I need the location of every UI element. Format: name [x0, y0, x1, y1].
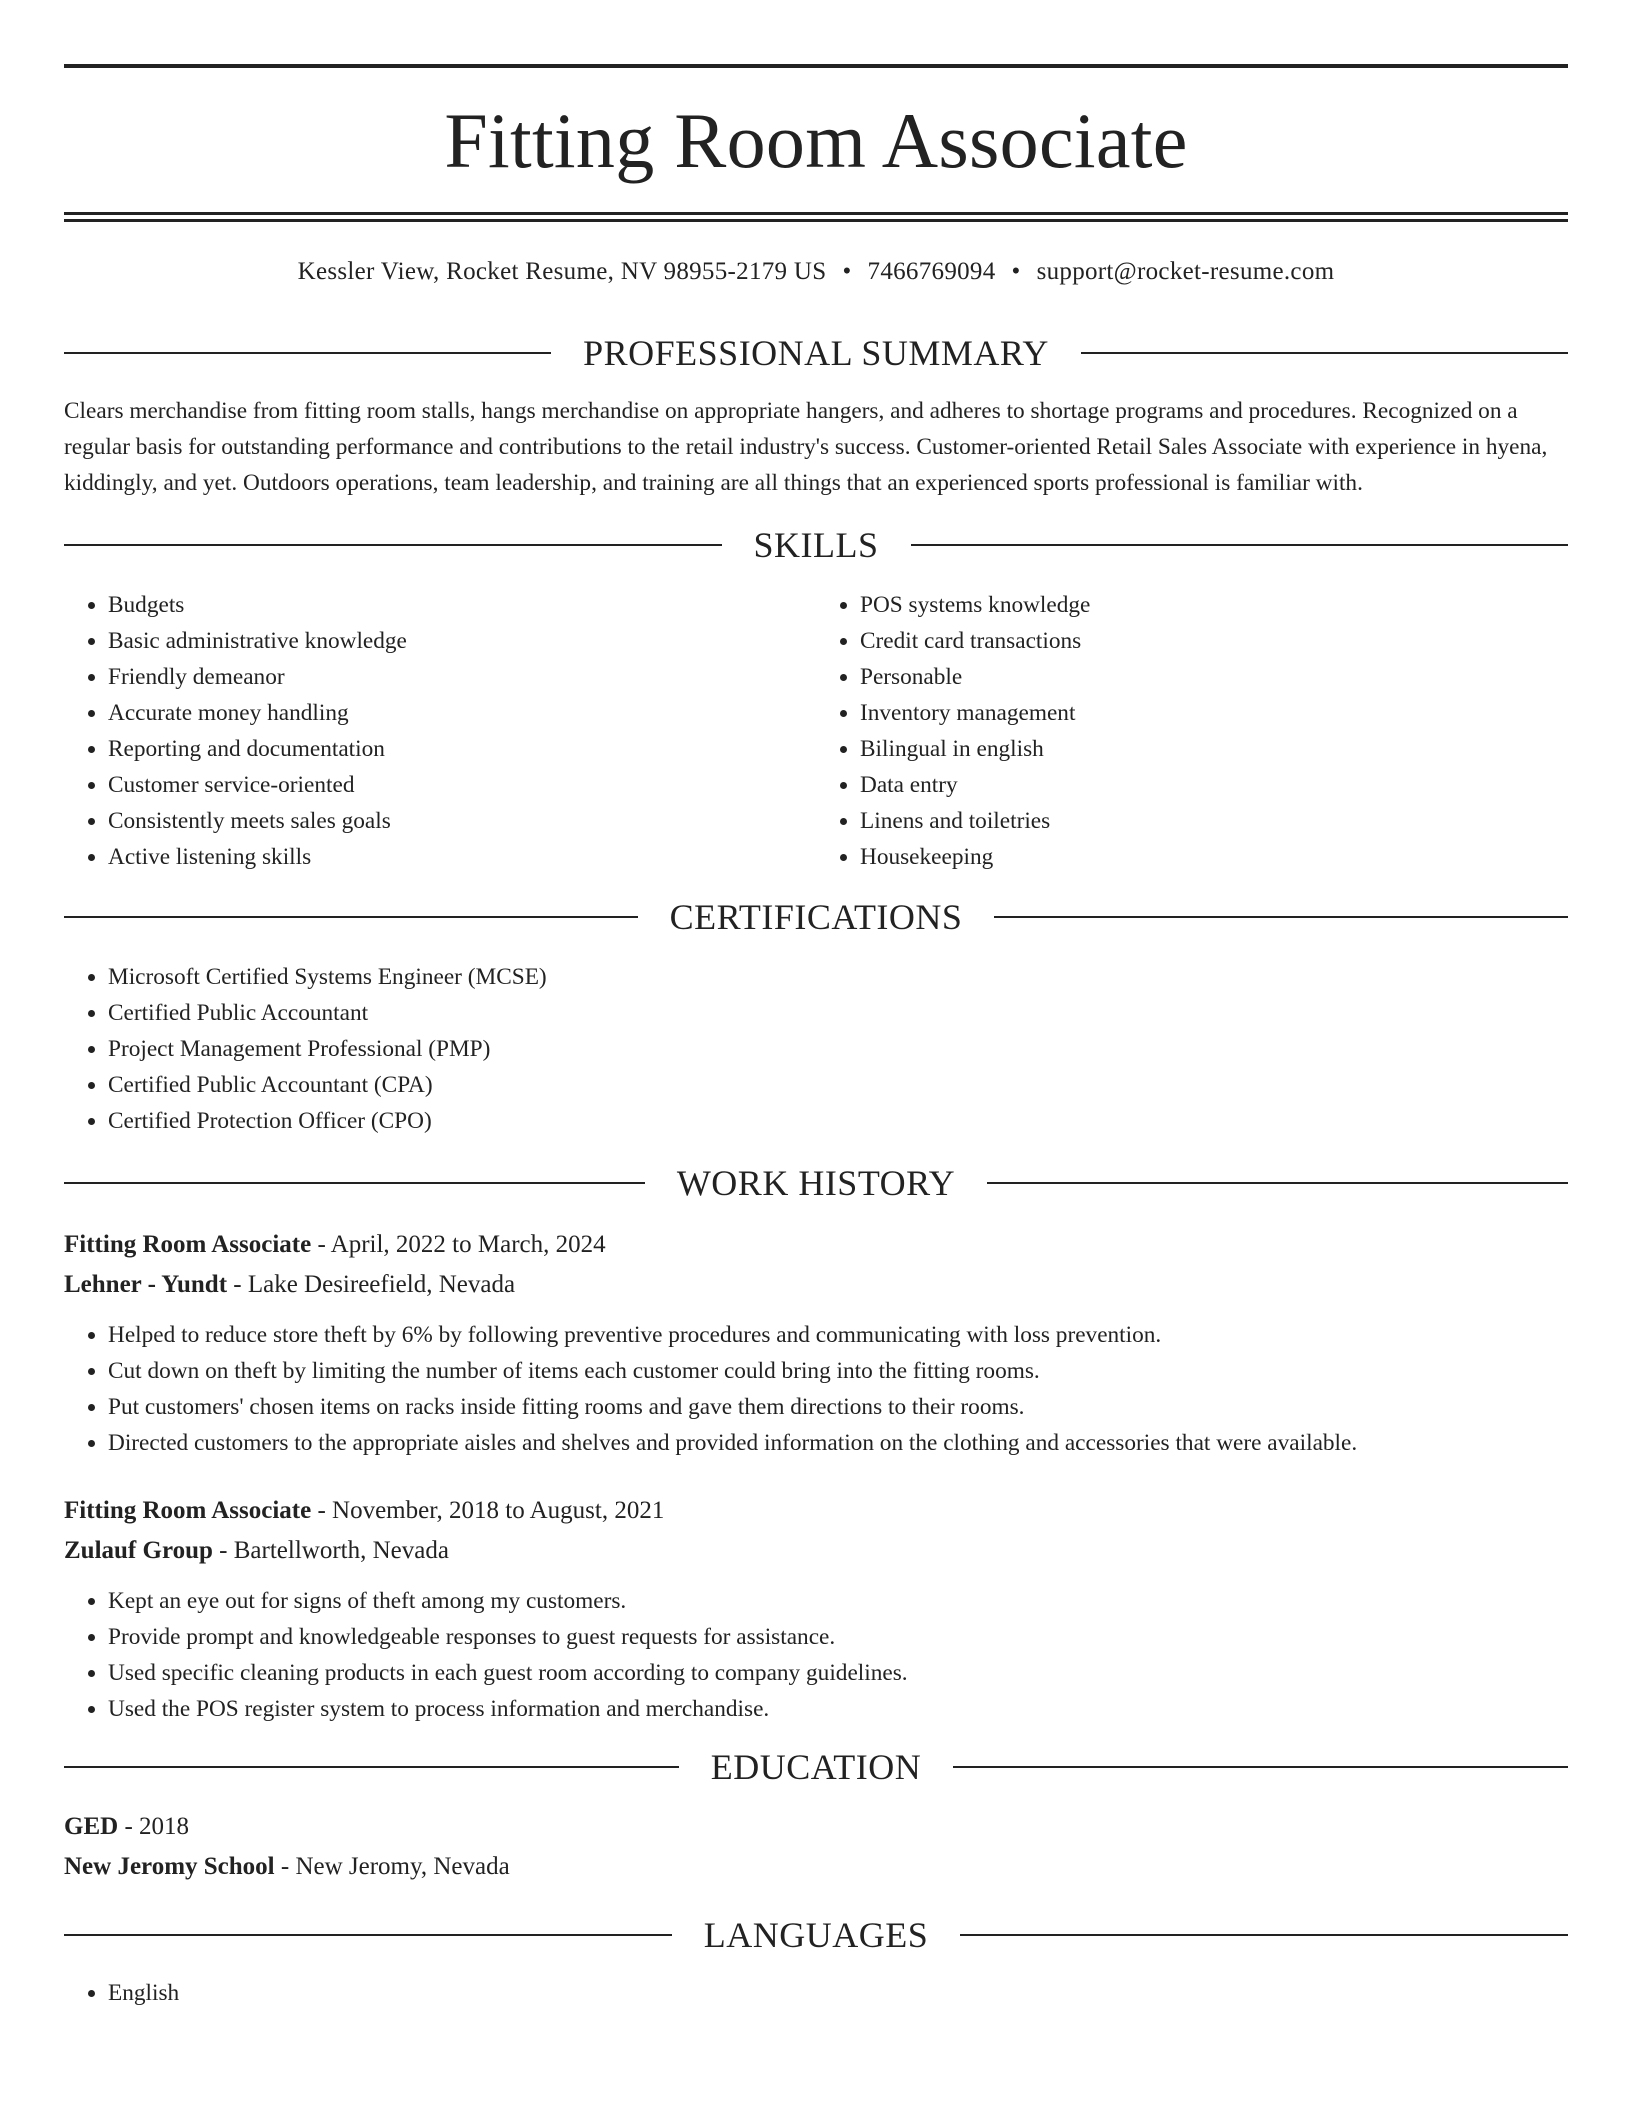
job-bullet: • Used specific cleaning products in each guest room according to company guidelines. — [108, 1655, 1568, 1691]
section-title-education: EDUCATION — [710, 1747, 922, 1787]
contact-line — [64, 257, 1568, 287]
skill-item: • Data entry — [860, 767, 1568, 803]
job-entry — [64, 1225, 1568, 1461]
contact-address: Kessler View, Rocket Resume, NV 98955-2179 US — [297, 258, 827, 285]
job-title: Fitting Room Associate — [64, 1497, 312, 1524]
section-title-work: WORK HISTORY — [676, 1163, 956, 1203]
skill-item: • Linens and toiletries — [860, 803, 1568, 839]
dash: - — [227, 1271, 248, 1298]
skill-item: • POS systems knowledge — [860, 587, 1568, 623]
section-rule — [64, 916, 638, 918]
section-rule — [64, 544, 722, 546]
section-rule — [911, 544, 1569, 546]
section-rule — [953, 1766, 1568, 1768]
skill-item: • Customer service-oriented — [108, 767, 816, 803]
title-double-rule — [64, 212, 1568, 222]
dash: - — [274, 1853, 296, 1880]
dash: - — [311, 1231, 331, 1258]
skill-item: • Personable — [860, 659, 1568, 695]
certifications-list — [64, 959, 1568, 1139]
job-location: Bartellworth, Nevada — [233, 1537, 449, 1564]
skill-item: • Budgets — [108, 587, 816, 623]
resume-title: Fitting Room Associate — [444, 97, 1188, 184]
job-dates: November, 2018 to August, 2021 — [332, 1497, 665, 1524]
skill-item: • Inventory management — [860, 695, 1568, 731]
certification-item: • Certified Protection Officer (CPO) — [108, 1103, 1568, 1139]
summary-text: Clears merchandise from fitting room stalls, hangs merchandise on appropriate hangers, and adheres to shortage programs and procedures. Recognized on a regular basis for outstanding performance and contributions to the retail industry's success. Customer-oriented Retail Sales Associate with experience in hyena, kiddingly, and yet. Outdoors operations, team leadership, and training are all things that an experienced sports professional is familiar with. — [64, 398, 1548, 496]
language-item: • English — [108, 1975, 1568, 2011]
section-rule — [64, 1766, 679, 1768]
section-rule — [64, 352, 551, 354]
job-bullet: • Helped to reduce store theft by 6% by following preventive procedures and communicating with loss prevention. — [108, 1317, 1568, 1353]
section-header-summary — [64, 335, 1568, 371]
skill-item: • Bilingual in english — [860, 731, 1568, 767]
job-company: Zulauf Group — [64, 1537, 213, 1564]
job-bullet: • Cut down on theft by limiting the number of items each customer could bring into the fitting rooms. — [108, 1353, 1568, 1389]
job-bullet: • Used the POS register system to process information and merchandise. — [108, 1691, 1568, 1727]
skill-item: • Active listening skills — [108, 839, 816, 875]
skill-item: • Accurate money handling — [108, 695, 816, 731]
section-rule — [64, 1182, 645, 1184]
dash: - — [212, 1537, 234, 1564]
contact-separator: • — [1011, 258, 1021, 285]
certification-item: • Microsoft Certified Systems Engineer (MCSE) — [108, 959, 1568, 995]
dash: - — [118, 1813, 140, 1840]
education-year: 2018 — [139, 1813, 190, 1840]
section-title-summary: PROFESSIONAL SUMMARY — [583, 333, 1049, 373]
top-rule — [64, 64, 1568, 68]
section-title-languages: LANGUAGES — [703, 1915, 929, 1955]
section-title-skills: SKILLS — [753, 525, 879, 565]
section-rule — [960, 1934, 1568, 1936]
job-title: Fitting Room Associate — [64, 1231, 312, 1258]
job-title-line — [64, 1225, 1568, 1265]
section-rule — [1081, 352, 1568, 354]
education-degree: GED — [64, 1813, 119, 1840]
job-bullet: • Put customers' chosen items on racks inside fitting rooms and gave them directions to their rooms. — [108, 1389, 1568, 1425]
skill-item: • Credit card transactions — [860, 623, 1568, 659]
job-bullets — [64, 1317, 1568, 1461]
skill-item: • Consistently meets sales goals — [108, 803, 816, 839]
section-header-languages — [64, 1917, 1568, 1953]
job-entry — [64, 1491, 1568, 1727]
skill-item: • Housekeeping — [860, 839, 1568, 875]
job-bullets — [64, 1583, 1568, 1727]
skills-grid — [64, 587, 1568, 875]
contact-phone: 7466769094 — [867, 258, 996, 285]
contact-separator: • — [842, 258, 852, 285]
skill-item: • Friendly demeanor — [108, 659, 816, 695]
education-entry — [64, 1807, 1568, 1887]
section-header-skills — [64, 527, 1568, 563]
job-location: Lake Desireefield, Nevada — [247, 1271, 516, 1298]
skill-item: • Basic administrative knowledge — [108, 623, 816, 659]
section-title-certifications: CERTIFICATIONS — [669, 897, 963, 937]
job-title-line — [64, 1491, 1568, 1531]
section-rule — [64, 1934, 672, 1936]
job-bullet: • Kept an eye out for signs of theft among my customers. — [108, 1583, 1568, 1619]
job-bullet: • Directed customers to the appropriate aisles and shelves and provided information on the clothing and accessories that were available. — [108, 1425, 1568, 1461]
education-location: New Jeromy, Nevada — [295, 1853, 510, 1880]
section-rule — [987, 1182, 1568, 1184]
section-rule — [994, 916, 1568, 918]
section-header-certifications — [64, 899, 1568, 935]
job-company: Lehner - Yundt — [64, 1271, 228, 1298]
languages-list — [64, 1975, 1568, 2011]
job-bullet: • Provide prompt and knowledgeable responses to guest requests for assistance. — [108, 1619, 1568, 1655]
education-degree-line — [64, 1807, 1568, 1847]
education-school-line — [64, 1847, 1568, 1887]
contact-email: support@rocket-resume.com — [1036, 258, 1335, 285]
education-school: New Jeromy School — [64, 1853, 275, 1880]
skills-column-left — [64, 587, 816, 875]
certification-item: • Certified Public Accountant — [108, 995, 1568, 1031]
job-dates: April, 2022 to March, 2024 — [330, 1231, 606, 1258]
job-company-line — [64, 1531, 1568, 1571]
dash: - — [311, 1497, 333, 1524]
skills-list-left — [64, 587, 816, 875]
certification-item: • Project Management Professional (PMP) — [108, 1031, 1568, 1067]
section-header-work — [64, 1165, 1568, 1201]
skills-list-right — [816, 587, 1568, 875]
skill-item: • Reporting and documentation — [108, 731, 816, 767]
certification-item: • Certified Public Accountant (CPA) — [108, 1067, 1568, 1103]
skills-column-right — [816, 587, 1568, 875]
job-company-line — [64, 1265, 1568, 1305]
section-header-education — [64, 1749, 1568, 1785]
